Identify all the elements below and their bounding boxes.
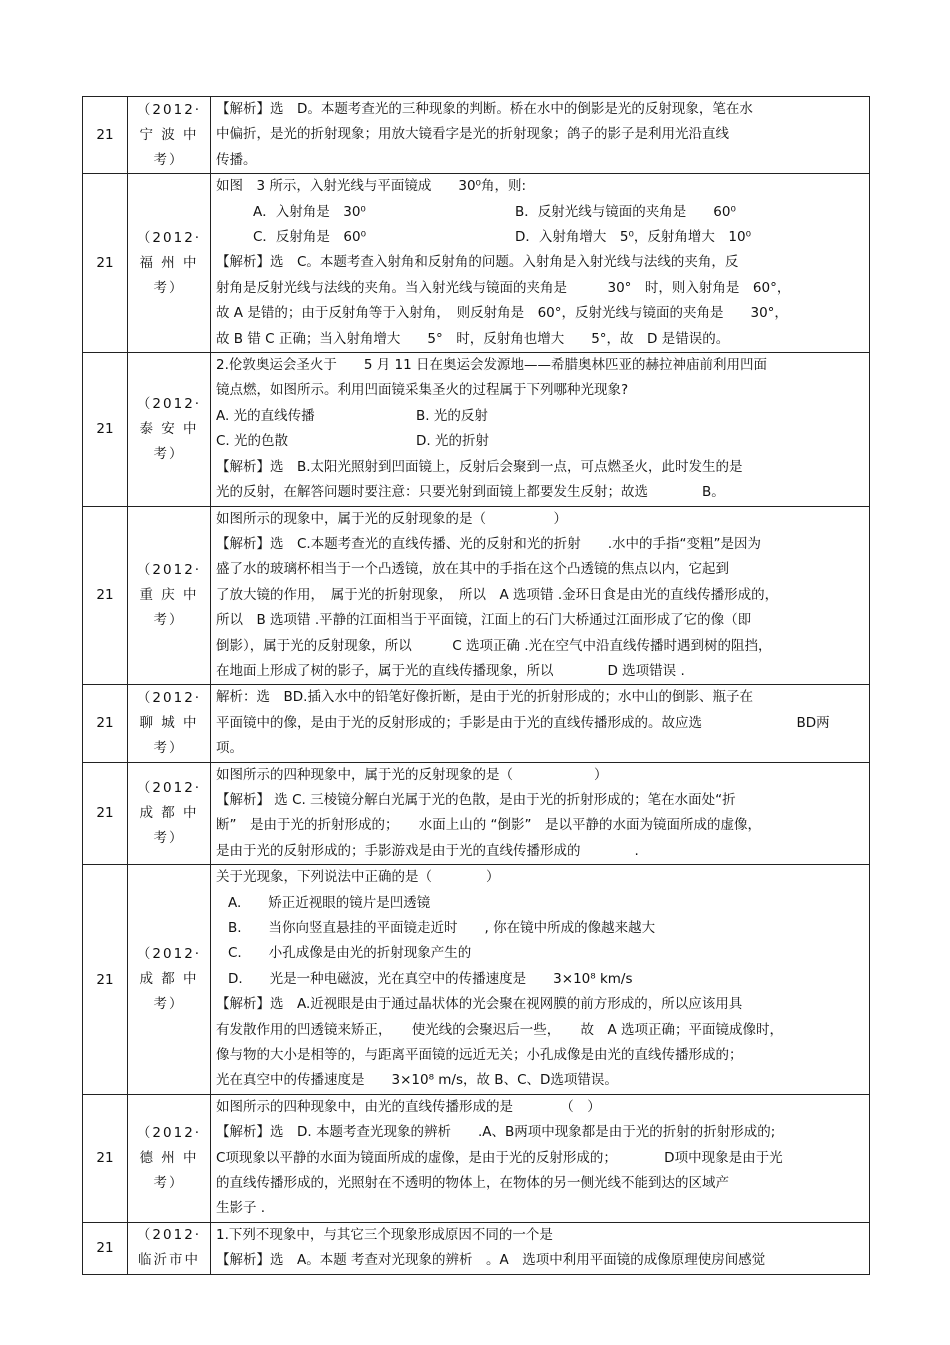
source-line: 考） (153, 445, 185, 462)
content-line: 解析：选 BD.插入水中的铅笔好像折断，是由于光的折射形成的；水中山的倒影、瓶子在 (216, 689, 753, 706)
content-line: 2.伦敦奥运会圣火于 5 月 11 日在奥运会发源地——希腊奥林匹亚的赫拉神庙前利用凹面 (216, 357, 768, 374)
content-line: 生影子 . (216, 1200, 266, 1217)
content-line: 了放大镜的作用， 属于光的折射现象， 所以 A 选项错 .金环日食是由光的直线传播形成的， (216, 586, 779, 603)
content-line: 故 B 错 C 正确；当入射角增大 5° 时，反射角也增大 5°，故 D 是错误的。 (216, 330, 730, 347)
source-line: 考） (153, 739, 185, 756)
content-line: 如图所示的四种现象中，属于光的反射现象的是（ ） (216, 766, 608, 783)
question-content (211, 97, 870, 174)
question-source (128, 865, 211, 1095)
question-source (128, 1222, 211, 1274)
content-line: 如图 3 所示，入射光线与平面镜成 30⁰角，则: (216, 178, 527, 195)
content-line: 如图所示的四种现象中，由光的直线传播形成的是 （ ） (216, 1098, 601, 1115)
question-row (83, 1094, 870, 1222)
question-content (211, 1094, 870, 1222)
question-source (128, 353, 211, 506)
content-line (216, 404, 865, 429)
question-number: 21 (83, 174, 128, 353)
source-line: （2012· (136, 779, 202, 796)
source-line: 成 都 中 (139, 804, 199, 821)
content-line: 光的反射，在解答问题时要注意：只要光射到面镜上都要发生反射；故选 B。 (216, 484, 725, 501)
question-row (83, 353, 870, 506)
option-text: D. 光的折射 (416, 433, 489, 450)
question-number: 21 (83, 1094, 128, 1222)
source-line: 考） (153, 151, 185, 168)
question-row (83, 506, 870, 685)
source-line: （2012· (136, 395, 202, 412)
content-line: 盛了水的玻璃杯相当于一个凸透镜，放在其中的手指在这个凸透镜的焦点以内，它起到 (216, 561, 729, 578)
content-line: 镜点燃，如图所示。利用凹面镜采集圣火的过程属于下列哪种光现象? (216, 382, 629, 399)
source-line: 考） (153, 829, 185, 846)
question-content (211, 353, 870, 506)
question-row (83, 685, 870, 762)
source-line: 考） (153, 279, 185, 296)
question-number: 21 (83, 1222, 128, 1274)
option-text: A．入射角是 30⁰ (253, 203, 366, 220)
content-line: 如图所示的现象中，属于光的反射现象的是（ ） (216, 510, 567, 527)
source-line: （2012· (136, 101, 202, 118)
question-source (128, 685, 211, 762)
source-line: （2012· (136, 689, 202, 706)
question-content (211, 174, 870, 353)
content-line: 所以 B 选项错 .平静的江面相当于平面镜，江面上的石门大桥通过江面形成了它的像（即 (216, 612, 752, 629)
content-line: 的直线传播形成的，光照射在不透明的物体上，在物体的另一侧光线不能到达的区域产 (216, 1175, 729, 1192)
source-line: （2012· (136, 946, 202, 963)
option-text: C. 光的色散 (216, 433, 289, 450)
option-text: A. 光的直线传播 (216, 407, 315, 424)
source-line: （2012· (136, 1124, 202, 1141)
source-line: 福 州 中 (139, 254, 199, 271)
content-line: 平面镜中的像，是由于光的反射形成的；手影是由于光的直线传播形成的。故应选 BD两 (216, 714, 830, 731)
option-text: C．反射角是 60⁰ (253, 229, 367, 246)
content-line: 中偏折，是光的折射现象；用放大镜看字是光的折射现象；鸽子的影子是利用光沿直线 (216, 126, 729, 143)
question-row (83, 1222, 870, 1274)
content-line: 【解析】 选 C. 三棱镜分解白光属于光的色散，是由于光的折射形成的；笔在水面处“折 (216, 791, 736, 808)
question-row (83, 865, 870, 1095)
content-line: 有发散作用的凹透镜来矫正， 使光线的会聚迟后一些， 故 A 选项正确；平面镜成像时， (216, 1021, 784, 1038)
question-number: 21 (83, 865, 128, 1095)
content-line: 传播。 (216, 151, 257, 168)
question-number: 21 (83, 762, 128, 865)
question-number: 21 (83, 97, 128, 174)
content-line: 是由于光的反射形成的；手影游戏是由于光的直线传播形成的 . (216, 842, 639, 859)
question-row (83, 97, 870, 174)
content-line: 射角是反射光线与法线的夹角。当入射光线与镜面的夹角是 30° 时，则入射角是 60°， (216, 279, 791, 296)
question-content (211, 506, 870, 685)
source-line: 聊 城 中 (139, 714, 199, 731)
content-line: 【解析】选 C.本题考查光的直线传播、光的反射和光的折射 .水中的手指“变粗”是因为 (216, 535, 761, 552)
source-line: 临沂市中 (138, 1252, 200, 1269)
content-line: 项。 (216, 740, 243, 757)
question-number: 21 (83, 685, 128, 762)
source-line: 成 都 中 (139, 971, 199, 988)
question-content (211, 1222, 870, 1274)
source-line: 德 州 中 (139, 1149, 199, 1166)
content-line (216, 200, 865, 225)
source-line: 考） (153, 611, 185, 628)
option-text: B. 光的反射 (416, 407, 488, 424)
source-line: （2012· (136, 229, 202, 246)
content-line: 【解析】选 A。本题 考查对光现象的辨析 。A 选项中利用平面镜的成像原理使房间感觉 (216, 1252, 766, 1269)
question-row (83, 762, 870, 865)
content-line: 断” 是由于光的折射形成的； 水面上山的 “倒影” 是以平静的水面为镜面所成的虚像， (216, 817, 762, 834)
content-line: 【解析】选 A.近视眼是由于通过晶状体的光会聚在视网膜的前方形成的，所以应该用具 (216, 996, 743, 1013)
question-content (211, 865, 870, 1095)
source-line: 宁 波 中 (139, 126, 199, 143)
question-row (83, 174, 870, 353)
question-content (211, 762, 870, 865)
source-line: 考） (153, 996, 185, 1013)
content-line (216, 225, 865, 250)
content-line (216, 429, 865, 454)
content-line: 故 A 是错的；由于反射角等于入射角， 则反射角是 60°，反射光线与镜面的夹角是 30°， (216, 305, 788, 322)
question-source (128, 97, 211, 174)
content-line: D. 光是一种电磁波，光在真空中的传播速度是 3×10⁸ km/s (228, 970, 633, 987)
source-line: 考） (153, 1174, 185, 1191)
content-line: A. 矫正近视眼的镜片是凹透镜 (228, 894, 431, 911)
content-line: 1.下列不现象中，与其它三个现象形成原因不同的一个是 (216, 1226, 553, 1243)
question-source (128, 174, 211, 353)
source-line: （2012· (136, 561, 202, 578)
option-text: D．入射角增大 5⁰，反射角增大 10⁰ (515, 229, 751, 246)
source-line: 重 庆 中 (139, 586, 199, 603)
content-line: 关于光现象，下列说法中正确的是（ ） (216, 869, 500, 886)
content-line: B. 当你向竖直悬挂的平面镜走近时 , 你在镜中所成的像越来越大 (228, 920, 656, 936)
content-line: 倒影），属于光的反射现象，所以 C 选项正确 .光在空气中沿直线传播时遇到树的阻挡， (216, 637, 772, 654)
content-line: 在地面上形成了树的影子，属于光的直线传播现象，所以 D 选项错误 . (216, 662, 685, 679)
question-number: 21 (83, 353, 128, 506)
content-line: 【解析】选 B.太阳光照射到凹面镜上，反射后会聚到一点，可点燃圣火，此时发生的是 (216, 458, 743, 475)
source-line: （2012· (136, 1227, 202, 1244)
question-content (211, 685, 870, 762)
content-line: 【解析】选 C。本题考查入射角和反射角的问题。入射角是入射光线与法线的夹角，反 (216, 254, 739, 271)
question-number: 21 (83, 506, 128, 685)
question-source (128, 506, 211, 685)
question-source (128, 1094, 211, 1222)
content-line: 光在真空中的传播速度是 3×10⁸ m/s，故 B、C、D选项错误。 (216, 1072, 618, 1089)
content-line: C. 小孔成像是由光的折射现象产生的 (228, 945, 472, 962)
content-line: 【解析】选 D. 本题考查光现象的辨析 .A、B两项中现象都是由于光的折射的折射形成的; (216, 1124, 776, 1141)
option-text: B．反射光线与镜面的夹角是 60⁰ (515, 203, 736, 220)
content-line: C项现象以平静的水面为镜面所成的虚像，是由于光的反射形成的； D项中现象是由于光 (216, 1149, 783, 1166)
question-source (128, 762, 211, 865)
question-table (82, 96, 870, 1275)
content-line: 【解析】选 D。本题考查光的三种现象的判断。桥在水中的倒影是光的反射现象，笔在水 (216, 101, 753, 117)
content-line: 像与物的大小是相等的，与距离平面镜的远近无关；小孔成像是由光的直线传播形成的； (216, 1047, 743, 1064)
source-line: 泰 安 中 (139, 420, 199, 437)
